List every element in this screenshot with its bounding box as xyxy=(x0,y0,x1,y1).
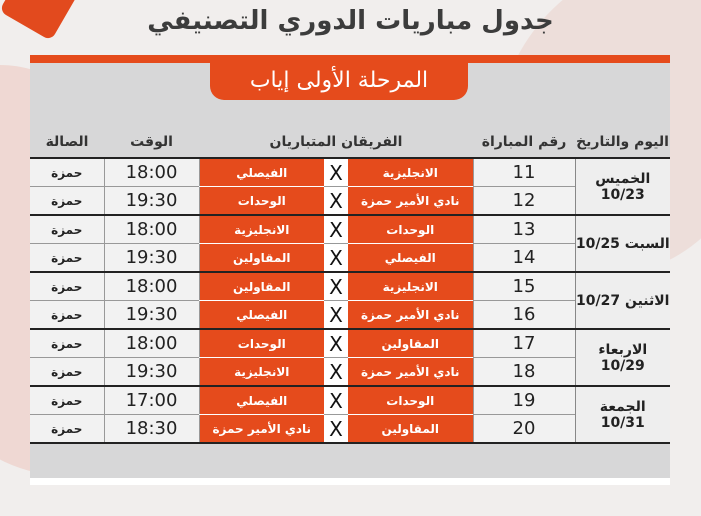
table-row xyxy=(30,415,670,444)
table-row xyxy=(30,158,670,187)
time-cell: 19:30 xyxy=(104,244,199,273)
header-match-no: رقم المباراة xyxy=(473,127,575,158)
team-away-cell: الفيصلي xyxy=(199,386,324,415)
phase-banner: المرحلة الأولى إياب xyxy=(210,60,468,100)
page-title: جدول مباريات الدوري التصنيفي xyxy=(147,6,554,36)
match-number-cell: 15 xyxy=(473,272,575,301)
team-away-cell: الفيصلي xyxy=(199,301,324,330)
team-home-cell: الوحدات xyxy=(348,386,473,415)
team-away-cell: الوحدات xyxy=(199,329,324,358)
vs-icon: X xyxy=(324,415,348,444)
vs-icon: X xyxy=(324,187,348,216)
hall-cell: حمزة xyxy=(30,301,104,330)
vs-icon: X xyxy=(324,215,348,244)
header-time: الوقت xyxy=(104,127,199,158)
vs-icon: X xyxy=(324,301,348,330)
team-away-cell: الفيصلي xyxy=(199,158,324,187)
time-cell: 18:00 xyxy=(104,329,199,358)
table-row xyxy=(30,272,670,301)
schedule-table xyxy=(30,127,670,444)
day-date-cell: السبت 10/25 xyxy=(575,215,670,272)
hall-cell: حمزة xyxy=(30,272,104,301)
hall-cell: حمزة xyxy=(30,244,104,273)
vs-icon: X xyxy=(324,272,348,301)
team-home-cell: المقاولين xyxy=(348,329,473,358)
match-number-cell: 20 xyxy=(473,415,575,444)
team-away-cell: المقاولين xyxy=(199,272,324,301)
team-home-cell: الوحدات xyxy=(348,215,473,244)
team-home-cell: الانجليزية xyxy=(348,158,473,187)
day-date-cell: الاربعاء 10/29 xyxy=(575,329,670,386)
time-cell: 19:30 xyxy=(104,187,199,216)
table-row xyxy=(30,187,670,216)
vs-icon: X xyxy=(324,244,348,273)
match-number-cell: 13 xyxy=(473,215,575,244)
hall-cell: حمزة xyxy=(30,187,104,216)
team-home-cell: نادي الأمير حمزة xyxy=(348,301,473,330)
vs-icon: X xyxy=(324,329,348,358)
table-row xyxy=(30,301,670,330)
team-away-cell: الانجليزية xyxy=(199,215,324,244)
team-home-cell: المقاولين xyxy=(348,415,473,444)
time-cell: 19:30 xyxy=(104,301,199,330)
team-home-cell: نادي الأمير حمزة xyxy=(348,187,473,216)
day-date-cell: الخميس 10/23 xyxy=(575,158,670,215)
time-cell: 18:00 xyxy=(104,158,199,187)
team-home-cell: نادي الأمير حمزة xyxy=(348,358,473,387)
team-away-cell: المقاولين xyxy=(199,244,324,273)
vs-icon: X xyxy=(324,386,348,415)
vs-icon: X xyxy=(324,158,348,187)
match-number-cell: 19 xyxy=(473,386,575,415)
hall-cell: حمزة xyxy=(30,415,104,444)
table-row xyxy=(30,329,670,358)
match-number-cell: 14 xyxy=(473,244,575,273)
time-cell: 19:30 xyxy=(104,358,199,387)
header-day: اليوم والتاريخ xyxy=(575,127,670,158)
header-teams: الفريقان المتباريان xyxy=(199,127,473,158)
team-away-cell: الانجليزية xyxy=(199,358,324,387)
day-date-cell: الاثنين 10/27 xyxy=(575,272,670,329)
table-header-row xyxy=(30,127,670,158)
match-number-cell: 12 xyxy=(473,187,575,216)
team-away-cell: نادي الأمير حمزة xyxy=(199,415,324,444)
time-cell: 18:30 xyxy=(104,415,199,444)
hall-cell: حمزة xyxy=(30,386,104,415)
team-away-cell: الوحدات xyxy=(199,187,324,216)
vs-icon: X xyxy=(324,358,348,387)
hall-cell: حمزة xyxy=(30,358,104,387)
time-cell: 17:00 xyxy=(104,386,199,415)
match-number-cell: 18 xyxy=(473,358,575,387)
match-number-cell: 17 xyxy=(473,329,575,358)
team-home-cell: الانجليزية xyxy=(348,272,473,301)
table-row xyxy=(30,358,670,387)
table-row xyxy=(30,244,670,273)
day-date-cell: الجمعة 10/31 xyxy=(575,386,670,443)
hall-cell: حمزة xyxy=(30,215,104,244)
time-cell: 18:00 xyxy=(104,215,199,244)
hall-cell: حمزة xyxy=(30,329,104,358)
time-cell: 18:00 xyxy=(104,272,199,301)
match-number-cell: 11 xyxy=(473,158,575,187)
hall-cell: حمزة xyxy=(30,158,104,187)
header-hall: الصالة xyxy=(30,127,104,158)
table-row xyxy=(30,386,670,415)
match-number-cell: 16 xyxy=(473,301,575,330)
team-home-cell: الفيصلي xyxy=(348,244,473,273)
table-row xyxy=(30,215,670,244)
